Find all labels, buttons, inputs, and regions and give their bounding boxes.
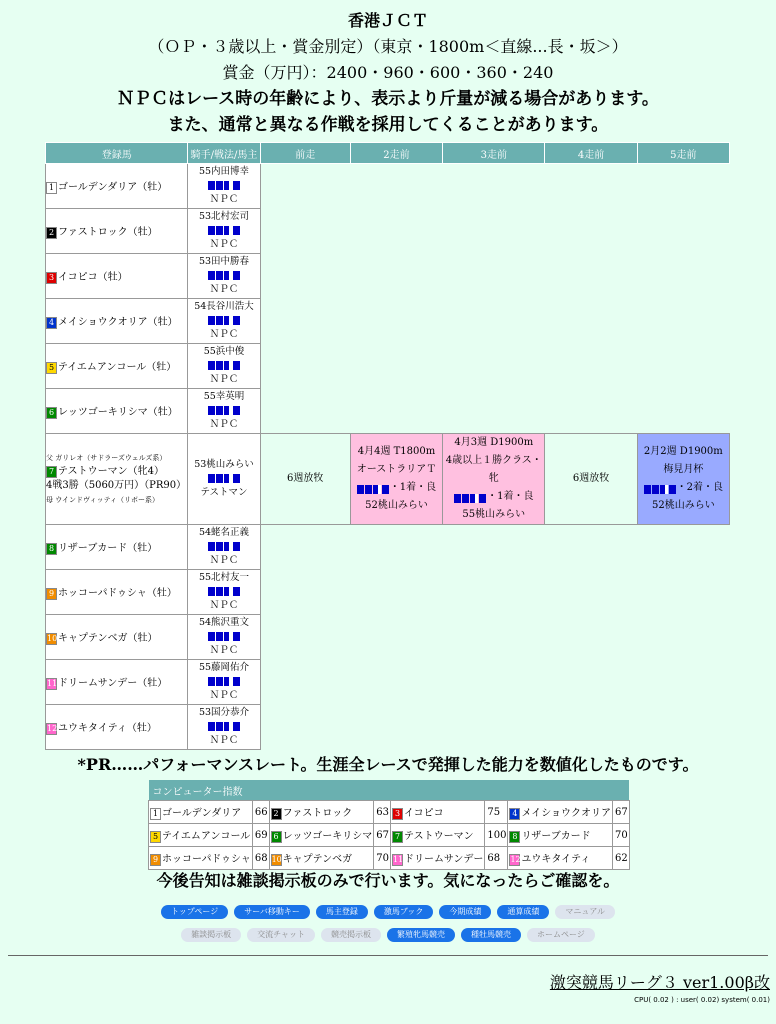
tactic-bar-icon — [208, 474, 241, 484]
footer-divider — [8, 955, 768, 956]
horse-name-cell[interactable] — [46, 660, 188, 705]
rest-prev4: 6週放牧 — [545, 434, 637, 525]
race-title: 香港ＪＣＴ — [347, 11, 428, 30]
cpu-score: 67 — [374, 824, 391, 847]
tactic-bar-icon — [208, 722, 241, 732]
cpu-score: 63 — [374, 801, 391, 824]
horse-name: ゴールデンダリア（牡） — [58, 182, 168, 194]
post-number: 1 — [46, 182, 57, 194]
post-number: 12 — [47, 723, 58, 733]
cpu-info: CPU( 0.02 ) : user( 0.02) system( 0.01) — [634, 996, 770, 1004]
entry-table — [45, 142, 730, 750]
nav-button[interactable]: 競売掲示板 — [321, 928, 381, 942]
horse-name-cell[interactable] — [46, 705, 188, 750]
jockey-name: 53国分恭介 — [198, 707, 250, 718]
nav-button[interactable]: 今期成績 — [439, 905, 491, 919]
cpu-score: 68 — [252, 847, 269, 870]
jockey-name: 55浜中俊 — [203, 346, 245, 357]
nav-button[interactable]: 通算成績 — [497, 905, 549, 919]
tactic-bar-icon — [208, 271, 241, 281]
jockey-cell — [188, 660, 260, 705]
jockey-cell — [188, 344, 260, 389]
race-result-prev3: 4月3週 D1900m 4歳以上１勝クラス・牝 ・1着・良 55桃山みらい — [443, 434, 545, 525]
nav-button[interactable]: サーバ移動キー — [234, 905, 310, 919]
owner-name: ＮＰＣ — [209, 374, 239, 385]
cpu-horse: 10キャプテンベガ — [269, 847, 374, 870]
tactic-bar-icon — [208, 361, 241, 371]
cpu-horse: 2 ファストロック — [269, 801, 374, 824]
jockey-cell — [188, 209, 260, 254]
tactic-bar-icon — [208, 542, 241, 552]
tactic-bar-icon — [208, 406, 241, 416]
nav-button[interactable]: 種牡馬競売 — [461, 928, 521, 942]
jockey-cell: 53桃山みらい テストマン — [188, 434, 260, 525]
jockey-name: 54長谷川浩大 — [194, 301, 254, 312]
nav-button[interactable]: マニュアル — [555, 905, 615, 919]
post-number: 9 — [46, 588, 57, 600]
horse-name: レッツゴーキリシマ（牡） — [58, 407, 178, 419]
cpu-index-row — [149, 801, 630, 824]
jockey-name: 55北村友一 — [198, 572, 250, 583]
jockey-cell — [188, 570, 260, 615]
tactic-bar-icon — [208, 587, 241, 597]
cpu-horse: 9 ホッコーパドゥシャ — [149, 847, 253, 870]
npc-notice-1: ＮＰＣはレース時の年齢により、表示より斤量が減る場合があります。 — [117, 89, 659, 109]
horse-name: ドリームサンデー（牡） — [58, 678, 168, 690]
nav-button[interactable]: 馬主登録 — [316, 905, 368, 919]
race-result-prev5: 2月2週 D1900m 梅見月杯 ・2着・良 52桃山みらい — [637, 434, 729, 525]
jockey-cell — [188, 299, 260, 344]
owner-name: ＮＰＣ — [209, 239, 239, 250]
page-header — [0, 0, 776, 138]
tactic-bar-icon — [208, 316, 241, 326]
cpu-score: 75 — [485, 801, 508, 824]
race-conditions: （ＯＰ・３歳以上・賞金別定）（東京・1800m＜直線...長・坂＞） — [148, 37, 628, 56]
horse-name-cell[interactable] — [46, 389, 188, 434]
jockey-cell — [188, 164, 260, 209]
pr-note: *PR……パフォーマンスレート。生涯全レースで発揮した能力を数値化したものです。 — [77, 755, 699, 774]
owner-name: ＮＰＣ — [209, 194, 239, 205]
owner-name: ＮＰＣ — [209, 419, 239, 430]
jockey-name: 53田中勝春 — [198, 256, 250, 267]
tactic-bar-icon — [357, 483, 390, 493]
nav-button[interactable]: 激馬ブック — [374, 905, 433, 919]
cpu-score: 70 — [374, 847, 391, 870]
race-prize: 賞金（万円）：2400・960・600・360・240 — [222, 63, 554, 82]
horse-name: ファストロック（牡） — [58, 227, 158, 239]
owner-name: ＮＰＣ — [209, 690, 239, 701]
col-header-prev5: 5走前 — [637, 143, 729, 164]
owner-name: ＮＰＣ — [209, 600, 239, 611]
computer-index-title: コンピューター指数 — [149, 780, 630, 801]
horse-name: テイエムアンコール（牡） — [58, 362, 177, 374]
cpu-horse: 5 テイエムアンコール — [149, 824, 253, 847]
col-header-horse: 登録馬 — [46, 143, 188, 164]
nav-button[interactable]: 雑談掲示板 — [181, 928, 241, 942]
post-number: 10 — [47, 633, 58, 643]
nav-row-1 — [0, 899, 776, 919]
footer-notice: 今後告知は雑談掲示板のみで行います。気になったらご確認を。 — [156, 871, 620, 890]
cpu-horse: 6 レッツゴーキリシマ — [269, 824, 374, 847]
cpu-score: 66 — [252, 801, 269, 824]
horse-name: ホッコーパドゥシャ（牡） — [58, 588, 177, 600]
post-number: 3 — [46, 272, 57, 284]
jockey-name: 53北村宏司 — [198, 211, 250, 222]
cpu-score: 100 — [485, 824, 508, 847]
tactic-bar-icon — [644, 483, 677, 493]
post-number: 8 — [46, 543, 57, 555]
col-header-prev4: 4走前 — [545, 143, 637, 164]
race-result-prev2: 4月4週 T1800m オーストラリアＴ ・1着・良 52桃山みらい — [350, 434, 442, 525]
horse-name: イコピコ（牡） — [58, 272, 128, 284]
nav-row-2 — [0, 922, 776, 942]
nav-button[interactable]: 繁殖牝馬競売 — [387, 928, 455, 942]
tactic-bar-icon — [208, 632, 241, 642]
horse-name-cell[interactable] — [46, 254, 188, 299]
jockey-cell — [188, 615, 260, 660]
horse-name-cell[interactable] — [46, 525, 188, 570]
jockey-name: 55内田博幸 — [198, 166, 250, 177]
cpu-horse: 1 ゴールデンダリア — [149, 801, 253, 824]
jockey-cell — [188, 705, 260, 750]
cpu-horse: 11ドリームサンデー — [391, 847, 485, 870]
cpu-horse: 7 テストウーマン — [391, 824, 485, 847]
horse-name-cell[interactable] — [46, 570, 188, 615]
post-number: 5 — [46, 362, 57, 374]
jockey-name: 54蛯名正義 — [198, 527, 250, 538]
cpu-index-row — [149, 847, 630, 870]
horse-name-cell[interactable] — [46, 299, 188, 344]
col-header-prev3: 3走前 — [443, 143, 545, 164]
horse-name: リザーブカード（牡） — [58, 543, 158, 555]
cpu-index-row — [149, 824, 630, 847]
computer-index-table — [148, 780, 630, 870]
horse-name: メイショウクオリア（牡） — [58, 317, 178, 329]
tactic-bar-icon — [208, 181, 241, 191]
nav-button[interactable]: 交流チャット — [247, 928, 315, 942]
cpu-score: 62 — [613, 847, 630, 870]
featured-horse-cell[interactable]: 父 ガリレオ（サドラーズウェルズ系） 7 テストウーマン（牝4） 4戦3勝（5060万円）（PR90） 母 ウインドヴィッティ（リボー系） — [46, 434, 188, 525]
cpu-score: 70 — [613, 824, 630, 847]
npc-notice-2: また、通常と異なる作戦を採用してくることがあります。 — [167, 115, 609, 135]
owner-name: ＮＰＣ — [209, 735, 239, 746]
jockey-name: 54熊沢重文 — [198, 617, 250, 628]
cpu-horse: 8 リザーブカード — [508, 824, 613, 847]
table-header-row — [46, 143, 730, 164]
jockey-name: 55幸英明 — [203, 391, 245, 402]
tactic-bar-icon — [208, 226, 241, 236]
horse-name-cell[interactable] — [46, 209, 188, 254]
col-header-prev1: 前走 — [260, 143, 350, 164]
horse-name-cell[interactable] — [46, 344, 188, 389]
table-row-featured — [46, 434, 730, 525]
cpu-score: 68 — [485, 847, 508, 870]
owner-name: ＮＰＣ — [209, 555, 239, 566]
jockey-name: 55藤岡佑介 — [198, 662, 250, 673]
horse-name-cell[interactable] — [46, 615, 188, 660]
horse-name: ユウキタイティ（牡） — [58, 723, 157, 735]
jockey-cell — [188, 389, 260, 434]
nav-button[interactable]: ホームページ — [527, 928, 595, 942]
cpu-score: 69 — [252, 824, 269, 847]
owner-name: ＮＰＣ — [209, 284, 239, 295]
table-row — [46, 525, 730, 570]
cpu-horse: 3 イコピコ — [391, 801, 485, 824]
col-header-jockey: 騎手/戦法/馬主 — [188, 143, 260, 164]
jockey-cell — [188, 525, 260, 570]
cpu-horse: 4 メイショウクオリア — [508, 801, 613, 824]
horse-name: キャプテンベガ（牡） — [58, 633, 158, 645]
post-number: 4 — [46, 317, 57, 329]
nav-button[interactable]: トップページ — [161, 905, 228, 919]
post-number: 2 — [46, 227, 57, 239]
post-number: 11 — [47, 678, 58, 688]
cpu-score: 67 — [613, 801, 630, 824]
rest-prev1: 6週放牧 — [260, 434, 350, 525]
tactic-bar-icon — [208, 677, 241, 687]
col-header-prev2: 2走前 — [350, 143, 442, 164]
cpu-horse: 12ユウキタイティ — [508, 847, 613, 870]
owner-name: ＮＰＣ — [209, 329, 239, 340]
jockey-cell — [188, 254, 260, 299]
version-link[interactable]: 激突競馬リーグ３ ver1.00β改 — [549, 973, 770, 992]
owner-name: ＮＰＣ — [209, 645, 239, 656]
horse-name-cell[interactable] — [46, 164, 188, 209]
post-number: 6 — [46, 407, 57, 419]
tactic-bar-icon — [454, 492, 487, 502]
table-row — [46, 164, 730, 209]
